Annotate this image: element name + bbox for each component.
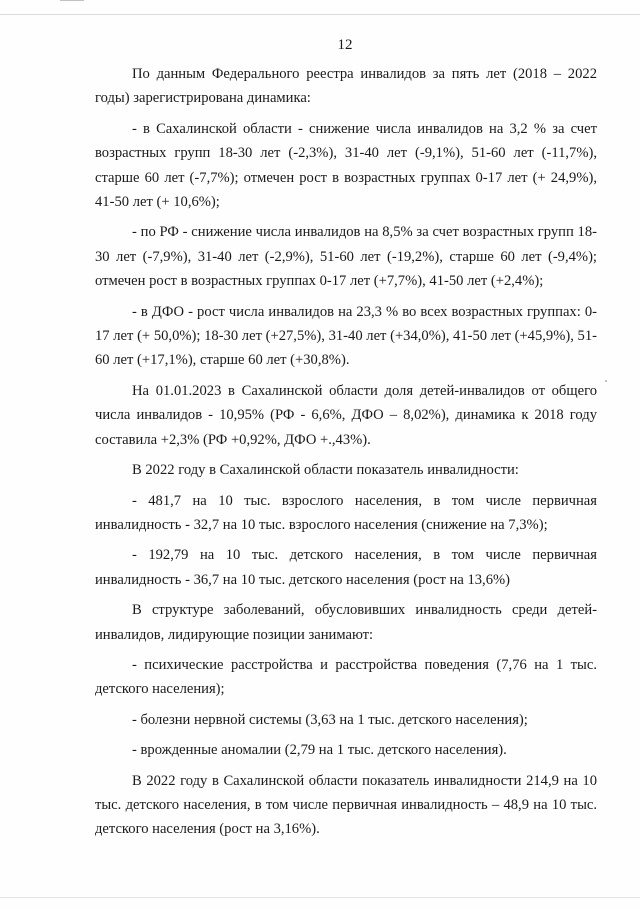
document-body	[95, 62, 597, 848]
list-item-mental-disorders: - психические расстройства и расстройства поведения (7,76 на 1 тыс. детского населения);	[95, 656, 597, 698]
list-item-rf: - по РФ - снижение числа инвалидов на 8,5% за счет возрастных групп 18-30 лет (-7,9%), 31-40 лет (-2,9%), 51-60 лет (-19,2%), старше 60 лет (-9,4%); отмечен рост в возрастных группах 0-17 лет (+7,7%), 41-50 лет (+2,4%);	[95, 224, 597, 290]
list-item-adult-rate: - 481,7 на 10 тыс. взрослого населения, в том числе первичная инвалидность - 32,7 на 10 тыс. взрослого населения (снижение на 7,3%);	[95, 492, 597, 533]
scan-artifact	[60, 0, 84, 1]
list-item-dfo: - в ДФО - рост числа инвалидов на 23,3 % во всех возрастных группах: 0-17 лет (+ 50,0%); 18-30 лет (+27,5%), 31-40 лет (+34,0%), 41-50 лет (+45,9%), 51-60 лет (+17,1%), старше 60 лет (+30,8%).	[95, 303, 597, 369]
paragraph-intro: По данным Федерального реестра инвалидов за пять лет (2018 – 2022 годы) зарегистрирована динамика:	[95, 66, 597, 107]
paragraph-disease-structure: В структуре заболеваний, обусловивших инвалидность среди детей-инвалидов, лидирующие позиции занимают:	[95, 602, 597, 643]
scan-artifact	[0, 14, 640, 15]
list-item-nervous-system: - болезни нервной системы (3,63 на 1 тыс. детского населения);	[132, 711, 528, 728]
paragraph-2022-indicator: В 2022 году в Сахалинской области показатель инвалидности:	[132, 462, 519, 479]
scan-artifact	[0, 897, 640, 898]
scan-artifact	[605, 380, 607, 382]
list-item-child-rate: - 192,79 на 10 тыс. детского населения, в том числе первичная инвалидность - 36,7 на 10 тыс. детского населения (рост на 13,6%)	[95, 547, 597, 588]
list-item-congenital-anomalies: - врожденные аномалии (2,79 на 1 тыс. детского населения).	[132, 742, 507, 759]
paragraph-child-disability-rate: В 2022 году в Сахалинской области показатель инвалидности 214,9 на 10 тыс. детского населения, в том числе первичная инвалидность – 48,9 на 10 тыс. детского населения (рост на 3,16%).	[95, 772, 597, 838]
page-number: 12	[337, 37, 353, 53]
list-item-sakhalin: - в Сахалинской области - снижение числа инвалидов на 3,2 % за счет возрастных групп 18-30 лет (-2,3%), 31-40 лет (-9,1%), 51-60 лет (-11,7%), старше 60 лет (-7,7%); отмечен рост в возрастных группах 0-17 лет (+ 24,9%), 41-50 лет (+ 10,6%);	[95, 120, 597, 211]
paragraph-children-share: На 01.01.2023 в Сахалинской области доля детей-инвалидов от общего числа инвалидов - 10,95% (РФ - 6,6%, ДФО – 8,02%), динамика к 2018 году составила +2,3% (РФ +0,92%, ДФО +.,43%).	[95, 382, 597, 448]
